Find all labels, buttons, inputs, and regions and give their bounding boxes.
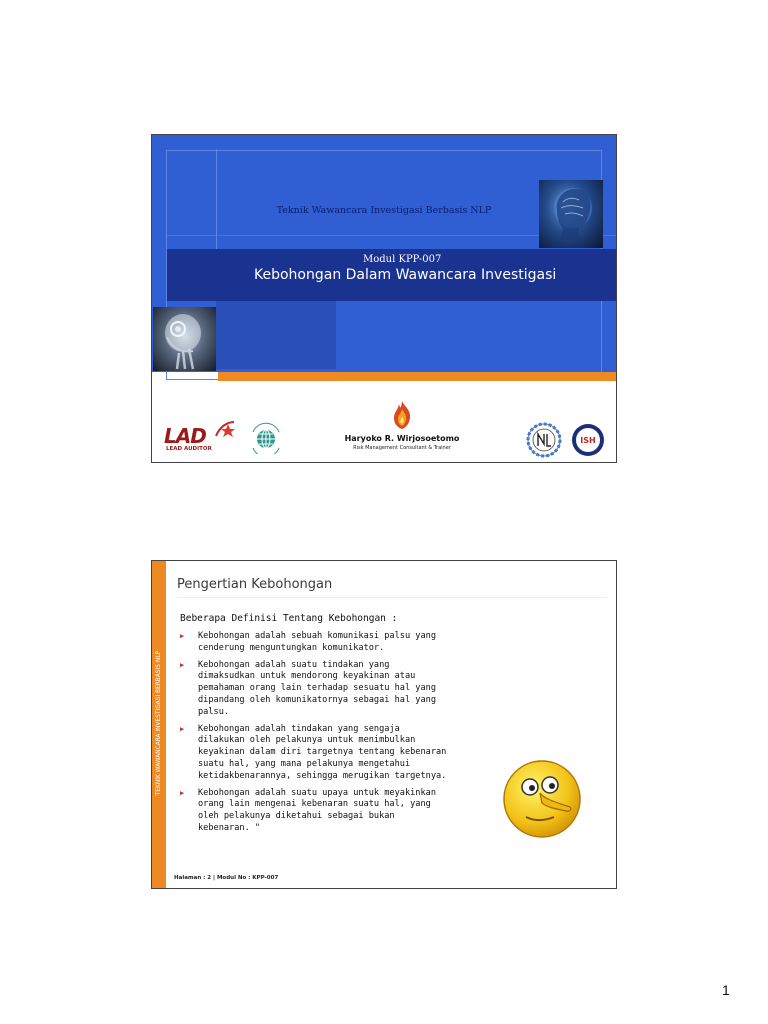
author-role: Risk Management Consultant & Trainer bbox=[353, 445, 451, 451]
lad-logo bbox=[164, 424, 244, 458]
list-item bbox=[180, 631, 480, 655]
list-item-line: keyakinan dalam diri targetnya tentang kebenaran bbox=[198, 747, 447, 758]
ish-logo-text: ISH bbox=[580, 436, 596, 445]
list-item bbox=[180, 724, 480, 783]
nlp-seal-icon bbox=[526, 422, 562, 458]
definition-list bbox=[180, 631, 480, 840]
bullet-arrow-icon: ▶ bbox=[180, 632, 185, 640]
list-item bbox=[180, 660, 480, 719]
slide-title: Kebohongan Dalam Wawancara Investigasi bbox=[254, 267, 557, 283]
side-orange-bar bbox=[152, 561, 166, 888]
list-item-line: orang lain mengenai kebenaran suatu hal, yang bbox=[198, 799, 431, 810]
list-item-line: dipandang oleh komunikatornya sebagai hal yang bbox=[198, 694, 436, 705]
list-item-line: Kebohongan adalah tindakan yang sengaja bbox=[198, 723, 400, 734]
list-item-line: suatu hal, yang mana pelakunya mengetahui bbox=[198, 758, 411, 769]
list-item-line: kebenaran. " bbox=[198, 822, 261, 833]
list-item-line: Kebohongan adalah suatu tindakan yang bbox=[198, 659, 390, 670]
globe-logo-icon bbox=[250, 422, 282, 454]
flame-logo-icon bbox=[391, 400, 413, 430]
lad-logo-subtext: LEAD AUDITOR bbox=[166, 446, 212, 452]
logo-footer bbox=[152, 382, 616, 463]
list-item-line: cenderung menguntungkan komunikator. bbox=[198, 642, 385, 653]
list-item-line: Kebohongan adalah sebuah komunikasi palsu yang bbox=[198, 631, 436, 641]
star-swoosh-icon bbox=[214, 420, 236, 440]
title-slide bbox=[151, 134, 617, 463]
list-item bbox=[180, 788, 480, 835]
slide-heading: Pengertian Kebohongan bbox=[177, 577, 333, 592]
lad-logo-text: LAD bbox=[164, 424, 206, 448]
bullet-arrow-icon: ▶ bbox=[180, 788, 185, 797]
list-item-line: dimaksudkan untuk mendorong keyakinan atau bbox=[198, 671, 416, 682]
heading-divider bbox=[177, 597, 607, 598]
orange-divider bbox=[218, 372, 616, 381]
decorative-box bbox=[216, 301, 336, 369]
bullet-arrow-icon: ▶ bbox=[180, 660, 185, 669]
page-number: 1 bbox=[722, 982, 730, 998]
xray-skull-image bbox=[153, 307, 216, 371]
bullet-arrow-icon: ▶ bbox=[180, 724, 185, 733]
subtitle: Teknik Wawancara Investigasi Berbasis NLP bbox=[276, 205, 492, 216]
content-slide bbox=[151, 560, 617, 889]
lying-smiley-icon bbox=[500, 757, 584, 841]
list-item-line: dilakukan oleh pelakunya untuk menimbulkan bbox=[198, 735, 416, 746]
author-name: Haryoko R. Wirjosoetomo bbox=[344, 434, 460, 443]
slide-footer: Halaman : 2 | Modul No : KPP-007 bbox=[174, 875, 279, 881]
intro-text: Beberapa Definisi Tentang Kebohongan : bbox=[180, 613, 398, 624]
list-item-line: ketidakbenarannya, sehingga merugikan targetnya. bbox=[198, 770, 447, 781]
list-item-line: oleh pelakunya diketahui sebagai bukan bbox=[198, 811, 395, 822]
list-item-line: pemahaman orang lain terhadap sesuatu hal yang bbox=[198, 683, 436, 694]
module-label: Modul KPP-007 bbox=[363, 254, 442, 265]
list-item-line: palsu. bbox=[198, 706, 230, 717]
side-bar-label: TEKNIK WAWANCARA INVESTIGASI BERBASIS NLP bbox=[156, 650, 162, 796]
list-item-line: Kebohongan adalah suatu upaya untuk meyakinkan bbox=[198, 787, 436, 798]
ish-seal-icon bbox=[570, 422, 606, 458]
